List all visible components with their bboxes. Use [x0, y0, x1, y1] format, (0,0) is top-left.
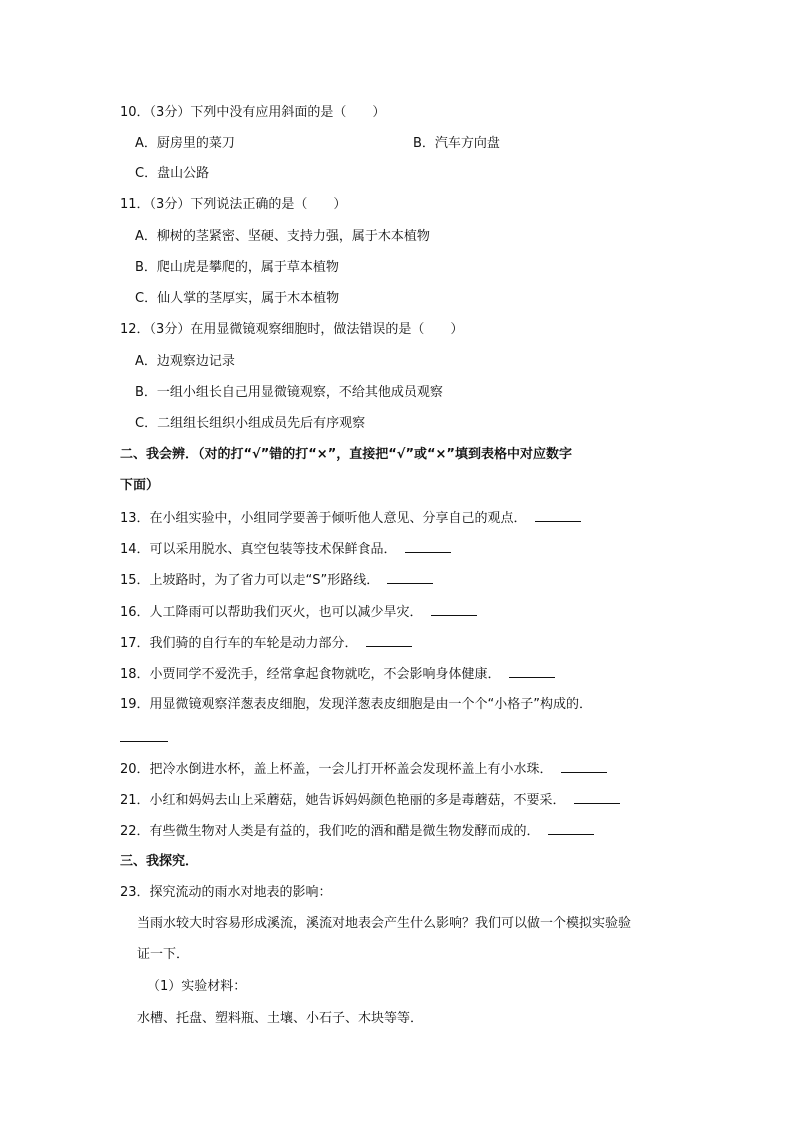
judge-item-21: [120, 791, 620, 810]
q12-option-b: B．一组小组长自己用显微镜观察，不给其他成员观察: [135, 385, 443, 400]
judge-text: 16．人工降雨可以帮助我们灭火，也可以减少旱灾．: [120, 605, 423, 620]
judge-text: 17．我们骑的自行车的车轮是动力部分．: [120, 636, 358, 651]
q12-option-c: C．二组组长组织小组成员先后有序观察: [135, 416, 366, 431]
answer-blank[interactable]: [561, 760, 607, 773]
answer-blank[interactable]: [120, 727, 168, 742]
q23-materials: 水槽、托盘、塑料瓶、土壤、小石子、木块等等．: [137, 1011, 424, 1026]
judge-item-22: [120, 822, 594, 841]
answer-blank[interactable]: [509, 665, 555, 678]
answer-blank[interactable]: [366, 634, 412, 647]
judge-item-15: [120, 571, 433, 590]
answer-blank[interactable]: [431, 603, 477, 616]
section2-heading-cont: 下面）: [120, 478, 160, 493]
answer-blank[interactable]: [387, 571, 433, 584]
q10-option-a: A．厨房里的菜刀: [135, 136, 235, 151]
answer-blank[interactable]: [405, 540, 451, 553]
judge-item-20: [120, 760, 607, 779]
judge-text: 18．小贾同学不爱洗手，经常拿起食物就吃，不会影响身体健康．: [120, 667, 501, 682]
q12-option-a: A．边观察边记录: [135, 354, 235, 369]
q10-option-b: B．汽车方向盘: [413, 136, 500, 151]
q23-sub1-label: （1）实验材料：: [147, 979, 247, 994]
q11-option-a: A．柳树的茎紧密、坚硬、支持力强，属于木本植物: [135, 229, 430, 244]
q11-option-c: C．仙人掌的茎厚实，属于木本植物: [135, 291, 340, 306]
judge-item-19: [120, 696, 592, 714]
q11-option-b: B．爬山虎是攀爬的，属于草本植物: [135, 260, 339, 275]
q10-stem: 10．（3分）下列中没有应用斜面的是（ ）: [120, 105, 386, 120]
section2-heading: 二、我会辨．（对的打“√”错的打“×”，直接把“√”或“×”填到表格中对应数字: [120, 447, 572, 462]
judge-item-14: [120, 540, 451, 559]
judge-item-13: [120, 509, 581, 528]
q11-stem: 11．（3分）下列说法正确的是（ ）: [120, 197, 347, 212]
judge-text: 20．把冷水倒进水杯，盖上杯盖，一会儿打开杯盖会发现杯盖上有小水珠．: [120, 762, 553, 777]
judge-text: 15．上坡路时，为了省力可以走“S”形路线．: [120, 573, 380, 588]
judge-text: 21．小红和妈妈去山上采蘑菇，她告诉妈妈颜色艳丽的多是毒蘑菇，不要采．: [120, 793, 566, 808]
q23-paragraph-cont: 证一下．: [137, 947, 190, 962]
judge-text: 13．在小组实验中，小组同学要善于倾听他人意见、分享自己的观点．: [120, 511, 527, 526]
judge-item-17: [120, 634, 412, 653]
judge-item-16: [120, 603, 477, 622]
answer-blank[interactable]: [548, 822, 594, 835]
answer-blank[interactable]: [574, 791, 620, 804]
judge-text: 14．可以采用脱水、真空包装等技术保鲜食品．: [120, 542, 397, 557]
answer-blank[interactable]: [535, 509, 581, 522]
section3-heading: 三、我探究．: [120, 854, 199, 869]
q12-stem: 12．（3分）在用显微镜观察细胞时，做法错误的是（ ）: [120, 322, 464, 337]
judge-text: 22．有些微生物对人类是有益的，我们吃的酒和醋是微生物发酵而成的．: [120, 824, 540, 839]
q23-paragraph: 当雨水较大时容易形成溪流，溪流对地表会产生什么影响？我们可以做一个模拟实验验: [137, 916, 632, 931]
q23-stem: 23．探究流动的雨水对地表的影响：: [120, 885, 332, 900]
judge-item-18: [120, 665, 555, 684]
q10-option-c: C．盘山公路: [135, 166, 210, 181]
judge-text: 19．用显微镜观察洋葱表皮细胞，发现洋葱表皮细胞是由一个个“小格子”构成的．: [120, 697, 593, 712]
